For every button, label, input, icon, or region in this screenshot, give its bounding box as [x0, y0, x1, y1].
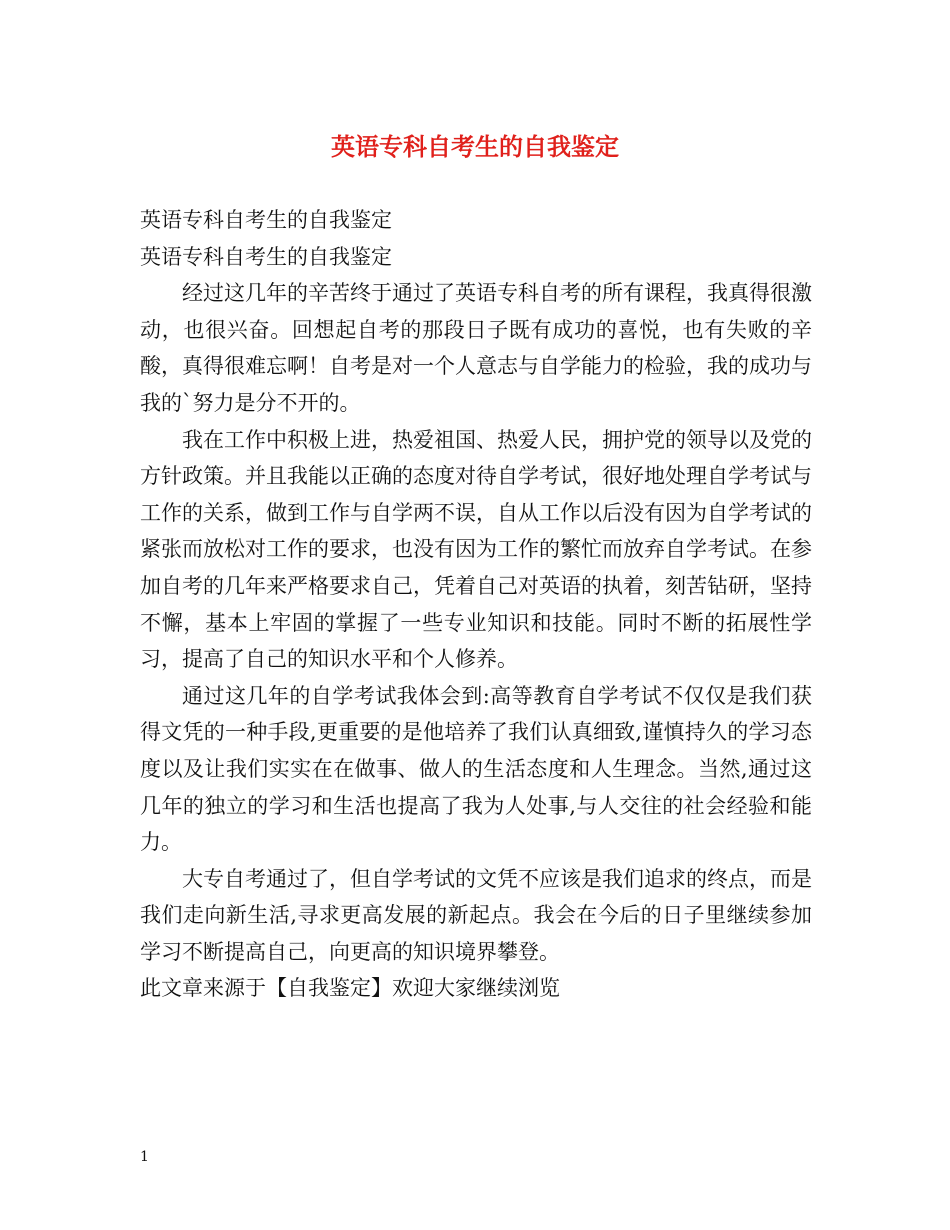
paragraph-4: 大专自考通过了，但自学考试的文凭不应该是我们追求的终点，而是我们走向新生活,寻求更高发展的新起点。我会在今后的日子里继续参加学习不断提高自己，向更高的知识境界攀登。 [140, 866, 812, 964]
paragraph-2: 我在工作中积极上进，热爱祖国、热爱人民，拥护党的领导以及党的方针政策。并且我能以正确的态度对待自学考试，很好地处理自学考试与工作的关系，做到工作与自学两不误，自从工作以后没有因为自学考试的紧张而放松对工作的要求，也没有因为工作的繁忙而放弃自学考试。在参加自考的几年来严格要求自己，凭着自己对英语的执着，刻苦钻研，坚持不懈，基本上牢固的掌握了一些专业知识和技能。同时不断的拓展性学习，提高了自己的知识水平和个人修养。 [140, 427, 812, 672]
page-title: 英语专科自考生的自我鉴定 [331, 132, 619, 161]
source-note: 此文章来源于【自我鉴定】欢迎大家继续浏览 [140, 976, 560, 1001]
paragraph-3: 通过这几年的自学考试我体会到:高等教育自学考试不仅仅是我们获得文凭的一种手段,更重要的是他培养了我们认真细致,谨慎持久的学习态度以及让我们实实在在做事、做人的生活态度和人生理念。当然,通过这几年的独立的学习和生活也提高了我为人处事,与人交往的社会经验和能力。 [140, 683, 812, 855]
subtitle-line-1: 英语专科自考生的自我鉴定 [140, 208, 392, 232]
paragraph-1: 经过这几年的辛苦终于通过了英语专科自考的所有课程，我真得很激动，也很兴奋。回想起自考的那段日子既有成功的喜悦，也有失败的辛酸，真得很难忘啊！自考是对一个人意志与自学能力的检验，我的成功与我的`努力是分不开的。 [140, 281, 812, 415]
subtitle-line-2: 英语专科自考生的自我鉴定 [140, 244, 392, 269]
document-body [140, 202, 812, 1007]
page-number: 1 [140, 1149, 149, 1165]
